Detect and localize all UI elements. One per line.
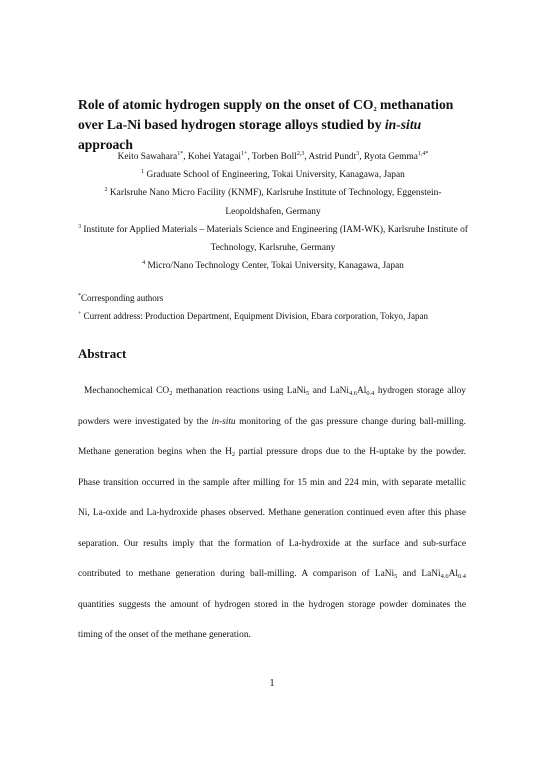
author-name: Astrid Pundt <box>308 152 357 162</box>
affiliation-number: 1 <box>141 169 145 176</box>
abstract-text: monitoring of the gas pressure change during ball-milling. Methane generation begins when the H <box>78 416 466 457</box>
affiliation-text: Graduate School of Engineering, Tokai University, Kanagawa, Japan <box>146 170 405 181</box>
abstract-text: and LaNi <box>397 569 441 579</box>
abstract-text: quantities suggests the amount of hydrogen stored in the hydrogen storage powder dominates the timing of the onset of the methane generation. <box>78 599 466 640</box>
author-block <box>78 148 468 275</box>
title-subscript: 2 <box>373 106 377 113</box>
note-marker: + <box>78 311 82 317</box>
abstract-subscript: 5 <box>306 390 310 397</box>
author-name: Ryota Gemma <box>363 152 418 162</box>
abstract-subscript: 0.4 <box>458 573 466 580</box>
author-marker: 3 <box>356 151 360 157</box>
note-marker: * <box>78 293 81 299</box>
abstract-body <box>78 376 466 651</box>
author-marker: 1+ <box>241 151 248 157</box>
affiliation-number: 3 <box>78 223 82 230</box>
affiliation-3 <box>78 221 468 257</box>
author-separator: , <box>304 152 309 162</box>
author-name: Keito Sawahara <box>117 152 178 162</box>
abstract-text: Al <box>448 569 458 579</box>
affiliation-text: Institute for Applied Materials – Materials Science and Engineering (IAM-WK), Karlsruhe Institute of Technology, Karlsruhe, Germany <box>83 224 468 254</box>
abstract-subscript: 2 <box>169 390 173 397</box>
abstract-text: Al <box>356 386 367 396</box>
author-separator: , <box>359 152 364 162</box>
abstract-subscript: 4.6 <box>348 390 357 397</box>
author-marker: 1,4* <box>417 151 429 157</box>
note-current-address <box>78 307 478 325</box>
abstract-text: and LaNi <box>309 386 349 396</box>
title-italic: in-situ <box>384 117 422 132</box>
author-name: Torben Boll <box>251 152 297 162</box>
abstract-subscript: 5 <box>394 573 398 580</box>
affiliation-number: 2 <box>104 187 108 194</box>
author-marker: 2,3 <box>296 151 305 157</box>
note-text: Corresponding authors <box>81 293 164 303</box>
affiliation-4 <box>78 257 468 275</box>
abstract-text: Mechanochemical CO <box>84 386 170 396</box>
affiliation-text: Karlsruhe Nano Micro Facility (KNMF), Karlsruhe Institute of Technology, Eggenstein-Leopoldshafen, Germany <box>109 188 442 217</box>
title-text: approach <box>78 137 133 152</box>
author-list <box>78 148 468 166</box>
note-corresponding <box>78 289 478 307</box>
abstract-subscript: 0.4 <box>366 390 375 397</box>
author-marker: 1* <box>177 151 184 157</box>
abstract-text: partial pressure drops due to the H-uptake by the powder. Phase transition occurred in the sample after milling for 15 min and 224 min, with separate metallic Ni, La-oxide and La-hydroxide phases observed. Methane generation continued even after this phase separation. Our results imply that the formation of La-hydroxide at the surface and sub-surface contributed to methane generation during ball-milling. A comparison of LaNi <box>78 447 467 579</box>
affiliation-text: Micro/Nano Technology Center, Tokai University, Kanagawa, Japan <box>147 261 404 272</box>
abstract-text: methanation reactions using LaNi <box>172 386 307 396</box>
affiliation-number: 4 <box>142 260 146 267</box>
author-separator: , <box>247 152 252 162</box>
author-name: Kohei Yatagai <box>187 152 241 162</box>
note-text: Current address: Production Department, Equipment Division, Ebara corporation, Tokyo, Japan <box>81 311 429 321</box>
abstract-subscript: 4.6 <box>440 573 449 580</box>
abstract-italic: in-situ <box>211 416 236 427</box>
abstract-text: hydrogen storage alloy powders were investigated by the <box>78 386 466 427</box>
author-notes <box>78 289 478 325</box>
abstract-subscript: 2 <box>231 451 236 458</box>
page-number: 1 <box>269 678 275 689</box>
affiliation-2 <box>78 184 468 220</box>
abstract-heading: Abstract <box>78 346 127 361</box>
title-text: Role of atomic hydrogen supply on the onset of CO <box>78 97 374 112</box>
affiliation-1 <box>78 166 468 184</box>
title-text: methanation over La-Ni based hydrogen storage alloys studied by <box>78 97 454 132</box>
author-separator: , <box>183 152 188 162</box>
paper-title <box>78 95 478 155</box>
